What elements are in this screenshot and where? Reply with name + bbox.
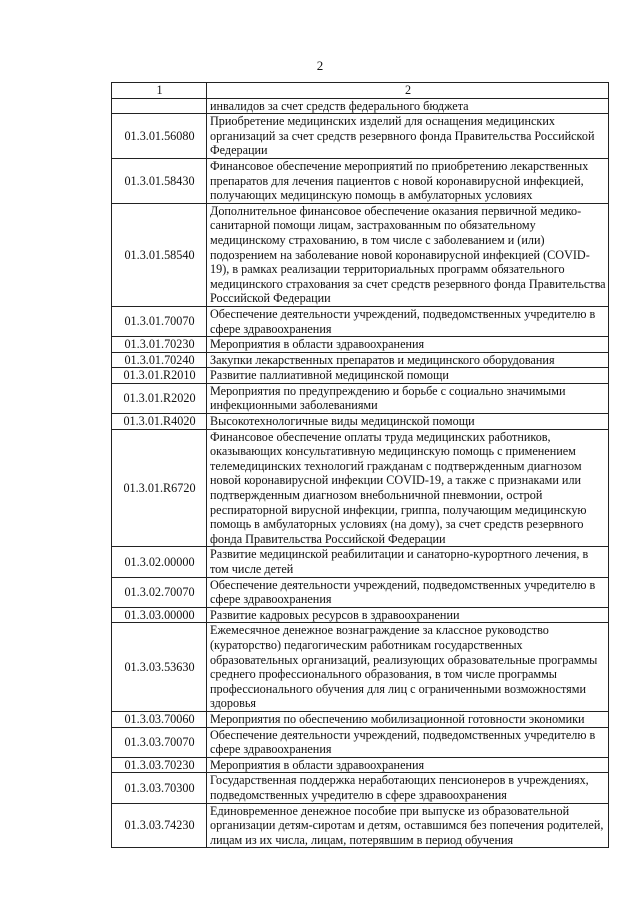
- row-description: Закупки лекарственных препаратов и медицинского оборудования: [207, 352, 609, 368]
- row-code: [112, 98, 207, 114]
- budget-classification-table: [111, 82, 609, 848]
- table-row: [112, 383, 609, 413]
- page-number: 2: [316, 58, 324, 73]
- table-row: [112, 773, 609, 803]
- row-description: инвалидов за счет средств федерального бюджета: [207, 98, 609, 114]
- row-code: 01.3.03.70230: [112, 757, 207, 773]
- row-description: Мероприятия в области здравоохранения: [207, 337, 609, 353]
- row-description: Развитие кадровых ресурсов в здравоохранении: [207, 607, 609, 623]
- table-row: [112, 98, 609, 114]
- row-code: 01.3.03.74230: [112, 803, 207, 848]
- row-code: 01.3.01.70230: [112, 337, 207, 353]
- row-code: 01.3.01.58540: [112, 203, 207, 306]
- row-code: 01.3.03.70060: [112, 711, 207, 727]
- table-row: [112, 306, 609, 336]
- header-col-1: 1: [112, 83, 207, 99]
- row-description: Государственная поддержка неработающих пенсионеров в учреждениях, подведомственных учредителю в сфере здравоохранения: [207, 773, 609, 803]
- row-description: Мероприятия в области здравоохранения: [207, 757, 609, 773]
- row-description: Единовременное денежное пособие при выпуске из образовательной организации детям-сиротам и детям, оставшимся без попечения родителей, лицам из их числа, лицам, потерявшим в период обучения: [207, 803, 609, 848]
- table-row: [112, 429, 609, 547]
- row-code: 01.3.01.70070: [112, 306, 207, 336]
- table-row: [112, 368, 609, 384]
- table-row: [112, 623, 609, 712]
- table-row: [112, 352, 609, 368]
- table-row: [112, 547, 609, 577]
- table-row: [112, 757, 609, 773]
- row-description: Высокотехнологичные виды медицинской помощи: [207, 414, 609, 430]
- table-header-row: [112, 83, 609, 99]
- row-description: Ежемесячное денежное вознаграждение за классное руководство (кураторство) педагогическим работникам государственных образовательных организаций, реализующих образовательные программы среднего профессионального образования, в том числе программы профессионального обучения для лиц с ограниченными возможностями здоровья: [207, 623, 609, 712]
- row-code: 01.3.02.00000: [112, 547, 207, 577]
- row-code: 01.3.01.58430: [112, 158, 207, 203]
- row-description: Обеспечение деятельности учреждений, подведомственных учредителю в сфере здравоохранения: [207, 727, 609, 757]
- row-code: 01.3.01.R2010: [112, 368, 207, 384]
- row-code: 01.3.01.70240: [112, 352, 207, 368]
- row-code: 01.3.03.00000: [112, 607, 207, 623]
- row-description: Приобретение медицинских изделий для оснащения медицинских организаций за счет средств резервного фонда Правительства Российской Федерации: [207, 114, 609, 159]
- row-description: Развитие паллиативной медицинской помощи: [207, 368, 609, 384]
- row-code: 01.3.02.70070: [112, 577, 207, 607]
- table-row: [112, 114, 609, 159]
- row-description: Финансовое обеспечение оплаты труда медицинских работников, оказывающих консультативную медицинскую помощь с применением телемедицинских технологий гражданам с подтвержденным диагнозом новой коронавирусной инфекции COVID-19, а также с признаками или подтвержденным диагнозом внебольничной пневмонии, острой респираторной вирусной инфекции, гриппа, получающим медицинскую помощь в амбулаторных условиях (на дому), за счет средств резервного фонда Правительства Российской Федерации: [207, 429, 609, 547]
- table-row: [112, 607, 609, 623]
- header-col-2: 2: [207, 83, 609, 99]
- table-row: [112, 414, 609, 430]
- row-description: Развитие медицинской реабилитации и санаторно-курортного лечения, в том числе детей: [207, 547, 609, 577]
- table-row: [112, 803, 609, 848]
- row-description: Мероприятия по обеспечению мобилизационной готовности экономики: [207, 711, 609, 727]
- table-row: [112, 203, 609, 306]
- row-description: Обеспечение деятельности учреждений, подведомственных учредителю в сфере здравоохранения: [207, 577, 609, 607]
- table-row: [112, 158, 609, 203]
- row-description: Обеспечение деятельности учреждений, подведомственных учредителю в сфере здравоохранения: [207, 306, 609, 336]
- row-code: 01.3.03.53630: [112, 623, 207, 712]
- table-row: [112, 711, 609, 727]
- row-code: 01.3.03.70070: [112, 727, 207, 757]
- row-description: Мероприятия по предупреждению и борьбе с социально значимыми инфекционными заболеваниями: [207, 383, 609, 413]
- row-code: 01.3.01.R2020: [112, 383, 207, 413]
- row-code: 01.3.01.R4020: [112, 414, 207, 430]
- table-row: [112, 577, 609, 607]
- table-row: [112, 337, 609, 353]
- row-description: Дополнительное финансовое обеспечение оказания первичной медико-санитарной помощи лицам, застрахованным по обязательному медицинскому страхованию, в том числе с заболеванием и (или) подозрением на заболевание новой коронавирусной инфекцией (COVID-19), в рамках реализации территориальных программ обязательного медицинского страхования за счет средств резервного фонда Правительства Российской Федерации: [207, 203, 609, 306]
- row-description: Финансовое обеспечение мероприятий по приобретению лекарственных препаратов для лечения пациентов с новой коронавирусной инфекцией, получающих медицинскую помощь в амбулаторных условиях: [207, 158, 609, 203]
- table-row: [112, 727, 609, 757]
- row-code: 01.3.01.R6720: [112, 429, 207, 547]
- row-code: 01.3.01.56080: [112, 114, 207, 159]
- row-code: 01.3.03.70300: [112, 773, 207, 803]
